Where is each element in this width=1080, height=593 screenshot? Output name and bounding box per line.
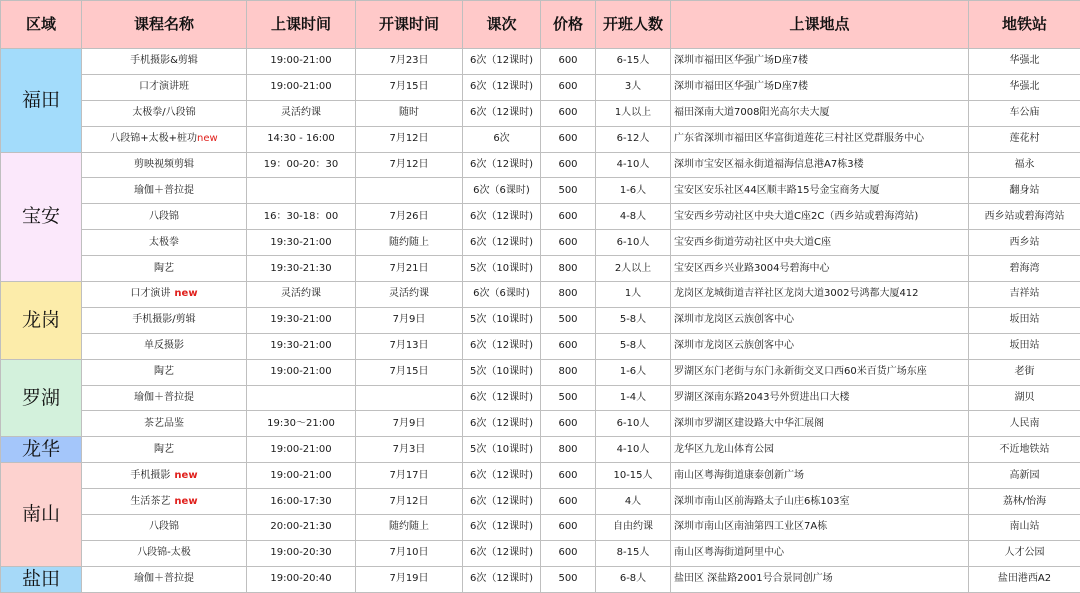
course-name-cell: [82, 49, 247, 75]
header-metro: 地铁站: [969, 1, 1080, 49]
class-time-cell: 19:30-21:00: [247, 333, 356, 359]
course-name: 瑜伽＋普拉提: [134, 573, 194, 584]
metro-cell: 高新园: [969, 463, 1080, 489]
table-row: [1, 74, 1080, 100]
course-name: 生活茶艺: [130, 496, 170, 507]
sessions-cell: 6次（6课时): [463, 282, 541, 308]
start-date-cell: 7月15日: [356, 74, 463, 100]
location-cell: 罗湖区东门老街与东门永新街交叉口西60米百货广场东座: [671, 359, 969, 385]
table-row: [1, 463, 1080, 489]
start-date-cell: 7月15日: [356, 359, 463, 385]
course-name-cell: [82, 204, 247, 230]
class-time-cell: 19:00-21:00: [247, 359, 356, 385]
class-size-cell: 5-8人: [596, 333, 671, 359]
price-cell: 500: [541, 566, 596, 592]
course-name-cell: [82, 282, 247, 308]
location-cell: 龙华区九龙山体育公园: [671, 437, 969, 463]
sessions-cell: 5次（10课时): [463, 359, 541, 385]
start-date-cell: 7月19日: [356, 566, 463, 592]
metro-cell: 坂田站: [969, 333, 1080, 359]
class-time-cell: 19:00-21:00: [247, 49, 356, 75]
price-cell: 500: [541, 178, 596, 204]
price-cell: 600: [541, 463, 596, 489]
sessions-cell: 6次（12课时): [463, 489, 541, 515]
start-date-cell: 7月12日: [356, 489, 463, 515]
start-date-cell: 随约随上: [356, 515, 463, 541]
sessions-cell: 6次（12课时): [463, 333, 541, 359]
header-location: 上课地点: [671, 1, 969, 49]
sessions-cell: 6次（6课时): [463, 178, 541, 204]
course-name-cell: [82, 463, 247, 489]
course-name-cell: [82, 256, 247, 282]
course-name: 剪映视频剪辑: [134, 159, 194, 170]
class-size-cell: 1-6人: [596, 359, 671, 385]
start-date-cell: 7月10日: [356, 540, 463, 566]
class-size-cell: 4-8人: [596, 204, 671, 230]
price-cell: 600: [541, 152, 596, 178]
class-size-cell: 6-12人: [596, 126, 671, 152]
course-name: 口才演讲班: [139, 81, 189, 92]
course-name-cell: [82, 385, 247, 411]
class-time-cell: 16：30-18：00: [247, 204, 356, 230]
sessions-cell: 6次: [463, 126, 541, 152]
class-size-cell: 自由约课: [596, 515, 671, 541]
start-date-cell: 7月9日: [356, 307, 463, 333]
start-date-cell: 7月21日: [356, 256, 463, 282]
metro-cell: 坂田站: [969, 307, 1080, 333]
sessions-cell: 6次（12课时): [463, 566, 541, 592]
course-name: 八段锦+太极+桩功: [110, 133, 197, 144]
sessions-cell: 6次（12课时): [463, 49, 541, 75]
class-time-cell: 20:00-21:30: [247, 515, 356, 541]
course-name: 手机摄影: [130, 470, 170, 481]
price-cell: 500: [541, 307, 596, 333]
course-name: 八段锦-太极: [137, 547, 191, 558]
table-row: [1, 515, 1080, 541]
start-date-cell: 7月23日: [356, 49, 463, 75]
class-size-cell: 2人以上: [596, 256, 671, 282]
course-name-cell: [82, 566, 247, 592]
class-time-cell: 19:30-21:30: [247, 256, 356, 282]
class-size-cell: 1人: [596, 282, 671, 308]
metro-cell: 车公庙: [969, 100, 1080, 126]
location-cell: 深圳市龙岗区云族创客中心: [671, 307, 969, 333]
class-size-cell: 4人: [596, 489, 671, 515]
region-cell: 盐田: [1, 566, 82, 592]
table-row: [1, 307, 1080, 333]
metro-cell: 不近地铁站: [969, 437, 1080, 463]
table-body: [1, 49, 1080, 593]
location-cell: 深圳市福田区华强广场D座7楼: [671, 74, 969, 100]
start-date-cell: [356, 385, 463, 411]
price-cell: 800: [541, 256, 596, 282]
sessions-cell: 6次（12课时): [463, 540, 541, 566]
table-row: [1, 256, 1080, 282]
class-time-cell: 19:00-21:00: [247, 74, 356, 100]
sessions-cell: 6次（12课时): [463, 74, 541, 100]
sessions-cell: 6次（12课时): [463, 100, 541, 126]
price-cell: 600: [541, 74, 596, 100]
metro-cell: 湖贝: [969, 385, 1080, 411]
table-row: [1, 333, 1080, 359]
start-date-cell: 随约随上: [356, 230, 463, 256]
header-region: 区域: [1, 1, 82, 49]
course-name: 单反摄影: [144, 340, 184, 351]
metro-cell: 老街: [969, 359, 1080, 385]
metro-cell: 南山站: [969, 515, 1080, 541]
course-name-cell: [82, 515, 247, 541]
location-cell: 宝安西乡街道劳动社区中央大道C座: [671, 230, 969, 256]
metro-cell: 翻身站: [969, 178, 1080, 204]
region-cell: 龙华: [1, 437, 82, 463]
metro-cell: 西乡站: [969, 230, 1080, 256]
course-name-cell: [82, 230, 247, 256]
price-cell: 600: [541, 126, 596, 152]
class-size-cell: 6-8人: [596, 566, 671, 592]
course-name: 陶艺: [154, 366, 174, 377]
header-price: 价格: [541, 1, 596, 49]
table-row: [1, 437, 1080, 463]
class-size-cell: 4-10人: [596, 152, 671, 178]
new-badge: new: [174, 288, 197, 299]
location-cell: 广东省深圳市福田区华富街道莲花三村社区党群服务中心: [671, 126, 969, 152]
price-cell: 800: [541, 359, 596, 385]
table-row: [1, 178, 1080, 204]
class-size-cell: 6-15人: [596, 49, 671, 75]
start-date-cell: 灵活约课: [356, 282, 463, 308]
location-cell: 宝安区西乡兴业路3004号碧海中心: [671, 256, 969, 282]
class-size-cell: 1-4人: [596, 385, 671, 411]
class-size-cell: 6-10人: [596, 230, 671, 256]
class-time-cell: 19:30～21:00: [247, 411, 356, 437]
region-cell: 南山: [1, 463, 82, 567]
header-class-size: 开班人数: [596, 1, 671, 49]
price-cell: 600: [541, 489, 596, 515]
class-size-cell: 6-10人: [596, 411, 671, 437]
new-badge: new: [174, 496, 197, 507]
class-time-cell: 灵活约课: [247, 100, 356, 126]
location-cell: 福田深南大道7008阳光高尔夫大厦: [671, 100, 969, 126]
table-row: [1, 49, 1080, 75]
price-cell: 600: [541, 540, 596, 566]
course-name-cell: [82, 100, 247, 126]
header-row: [1, 1, 1080, 49]
course-name-cell: [82, 178, 247, 204]
header-course: 课程名称: [82, 1, 247, 49]
table-row: [1, 385, 1080, 411]
course-name: 太极拳/八段锦: [132, 107, 195, 118]
location-cell: 南山区粤海街道阿里中心: [671, 540, 969, 566]
metro-cell: 华强北: [969, 74, 1080, 100]
location-cell: 深圳市龙岗区云族创客中心: [671, 333, 969, 359]
metro-cell: 吉祥站: [969, 282, 1080, 308]
new-badge: new: [197, 133, 218, 144]
price-cell: 600: [541, 49, 596, 75]
metro-cell: 西乡站或碧海湾站: [969, 204, 1080, 230]
metro-cell: 碧海湾: [969, 256, 1080, 282]
price-cell: 500: [541, 385, 596, 411]
course-name-cell: [82, 74, 247, 100]
metro-cell: 人才公园: [969, 540, 1080, 566]
start-date-cell: 7月26日: [356, 204, 463, 230]
class-size-cell: 1-6人: [596, 178, 671, 204]
sessions-cell: 6次（12课时): [463, 385, 541, 411]
metro-cell: 荔林/怡海: [969, 489, 1080, 515]
class-time-cell: [247, 385, 356, 411]
course-name-cell: [82, 437, 247, 463]
course-name: 茶艺品鉴: [144, 418, 184, 429]
class-time-cell: 19：00-20：30: [247, 152, 356, 178]
price-cell: 800: [541, 437, 596, 463]
course-name: 陶艺: [154, 444, 174, 455]
class-size-cell: 4-10人: [596, 437, 671, 463]
table-row: [1, 126, 1080, 152]
metro-cell: 福永: [969, 152, 1080, 178]
location-cell: 深圳市福田区华强广场D座7楼: [671, 49, 969, 75]
region-cell: 罗湖: [1, 359, 82, 437]
price-cell: 600: [541, 333, 596, 359]
course-name: 瑜伽＋普拉提: [134, 392, 194, 403]
metro-cell: 莲花村: [969, 126, 1080, 152]
class-time-cell: 19:00-21:00: [247, 463, 356, 489]
location-cell: 宝安区安乐社区44区顺丰路15号金宝商务大厦: [671, 178, 969, 204]
course-name: 口才演讲: [130, 288, 170, 299]
table-row: [1, 359, 1080, 385]
metro-cell: 华强北: [969, 49, 1080, 75]
location-cell: 盐田区 深盐路2001号合景同创广场: [671, 566, 969, 592]
course-name: 手机摄影&剪辑: [130, 55, 198, 66]
class-size-cell: 10-15人: [596, 463, 671, 489]
course-name-cell: [82, 359, 247, 385]
price-cell: 600: [541, 230, 596, 256]
header-start-date: 开课时间: [356, 1, 463, 49]
course-name: 太极拳: [149, 237, 179, 248]
sessions-cell: 6次（12课时): [463, 463, 541, 489]
location-cell: 深圳市南山区前海路太子山庄6栋103室: [671, 489, 969, 515]
class-time-cell: 灵活约课: [247, 282, 356, 308]
header-sessions: 课次: [463, 1, 541, 49]
region-cell: 福田: [1, 49, 82, 153]
class-size-cell: 8-15人: [596, 540, 671, 566]
header-class-time: 上课时间: [247, 1, 356, 49]
course-name: 手机摄影/剪辑: [132, 314, 195, 325]
table-row: [1, 540, 1080, 566]
course-name-cell: [82, 126, 247, 152]
location-cell: 龙岗区龙城街道吉祥社区龙岗大道3002号鸿都大厦412: [671, 282, 969, 308]
price-cell: 600: [541, 515, 596, 541]
table-row: [1, 204, 1080, 230]
price-cell: 600: [541, 204, 596, 230]
class-time-cell: 14:30 - 16:00: [247, 126, 356, 152]
region-cell: 龙岗: [1, 282, 82, 360]
course-name: 瑜伽＋普拉提: [134, 185, 194, 196]
course-name: 八段锦: [149, 211, 179, 222]
location-cell: 宝安西乡劳动社区中央大道C座2C（西乡站或碧海湾站): [671, 204, 969, 230]
start-date-cell: [356, 178, 463, 204]
course-name: 陶艺: [154, 263, 174, 274]
sessions-cell: 6次（12课时): [463, 204, 541, 230]
location-cell: 深圳市南山区南油第四工业区7A栋: [671, 515, 969, 541]
class-time-cell: 16:00-17:30: [247, 489, 356, 515]
course-name-cell: [82, 540, 247, 566]
table-row: [1, 230, 1080, 256]
class-time-cell: 19:30-21:00: [247, 307, 356, 333]
sessions-cell: 6次（12课时): [463, 411, 541, 437]
location-cell: 罗湖区深南东路2043号外贸进出口大楼: [671, 385, 969, 411]
table-row: [1, 282, 1080, 308]
table-row: [1, 489, 1080, 515]
price-cell: 800: [541, 282, 596, 308]
class-time-cell: [247, 178, 356, 204]
start-date-cell: 7月12日: [356, 152, 463, 178]
start-date-cell: 随时: [356, 100, 463, 126]
course-name-cell: [82, 411, 247, 437]
course-name: 八段锦: [149, 521, 179, 532]
start-date-cell: 7月9日: [356, 411, 463, 437]
sessions-cell: 5次（10课时): [463, 437, 541, 463]
region-cell: 宝安: [1, 152, 82, 281]
class-size-cell: 1人以上: [596, 100, 671, 126]
table-row: [1, 152, 1080, 178]
start-date-cell: 7月17日: [356, 463, 463, 489]
course-name-cell: [82, 307, 247, 333]
sessions-cell: 6次（12课时): [463, 152, 541, 178]
class-size-cell: 5-8人: [596, 307, 671, 333]
class-time-cell: 19:00-20:40: [247, 566, 356, 592]
sessions-cell: 5次（10课时): [463, 307, 541, 333]
course-name-cell: [82, 152, 247, 178]
location-cell: 深圳市宝安区福永街道福海信息港A7栋3楼: [671, 152, 969, 178]
class-time-cell: 19:00-20:30: [247, 540, 356, 566]
class-time-cell: 19:00-21:00: [247, 437, 356, 463]
sessions-cell: 5次（10课时): [463, 256, 541, 282]
table-row: [1, 100, 1080, 126]
course-name-cell: [82, 333, 247, 359]
location-cell: 南山区粤海街道康泰创新广场: [671, 463, 969, 489]
start-date-cell: 7月3日: [356, 437, 463, 463]
new-badge: new: [174, 470, 197, 481]
class-time-cell: 19:30-21:00: [247, 230, 356, 256]
table-row: [1, 411, 1080, 437]
sessions-cell: 6次（12课时): [463, 515, 541, 541]
price-cell: 600: [541, 100, 596, 126]
location-cell: 深圳市罗湖区建设路大中华汇展阁: [671, 411, 969, 437]
start-date-cell: 7月13日: [356, 333, 463, 359]
start-date-cell: 7月12日: [356, 126, 463, 152]
metro-cell: 盐田港西A2: [969, 566, 1080, 592]
price-cell: 600: [541, 411, 596, 437]
course-name-cell: [82, 489, 247, 515]
class-size-cell: 3人: [596, 74, 671, 100]
sessions-cell: 6次（12课时): [463, 230, 541, 256]
table-row: [1, 566, 1080, 592]
metro-cell: 人民南: [969, 411, 1080, 437]
